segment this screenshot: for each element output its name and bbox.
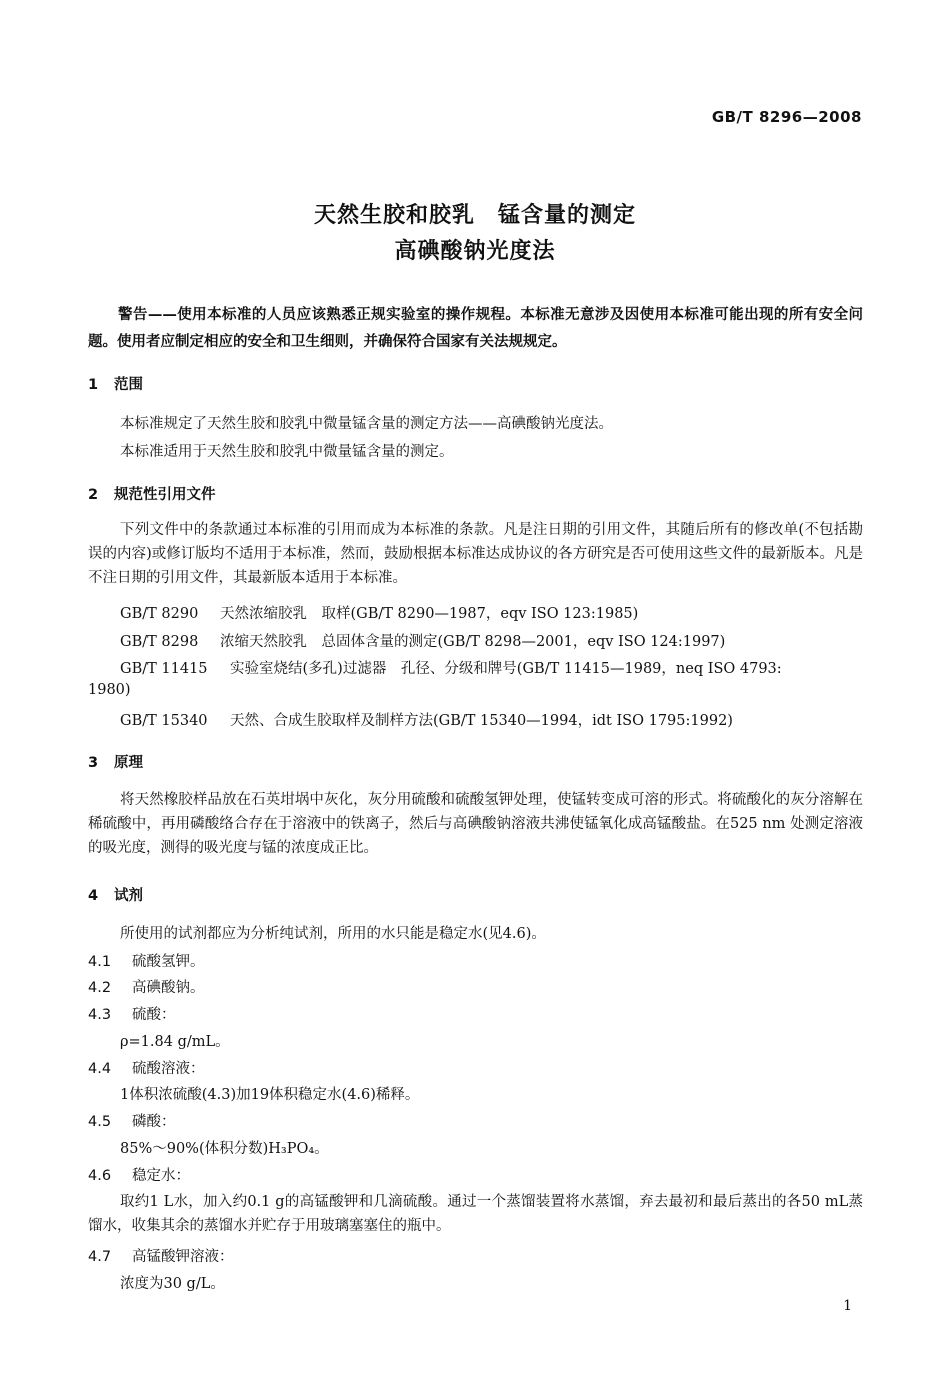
reagent-detail: 浓度为30 g/L。 [120, 1276, 225, 1292]
section-heading-principle [88, 751, 143, 772]
reagent-number: 4.3 [88, 1007, 112, 1023]
reagent-item [88, 950, 205, 971]
section-title: 范围 [114, 377, 143, 393]
reference-item [120, 630, 725, 651]
section-title: 试剂 [114, 888, 143, 904]
reagent-item [88, 1110, 176, 1131]
section-heading-reagents [88, 884, 143, 905]
reagent-item [88, 1245, 234, 1266]
reagent-label: 稳定水： [132, 1168, 190, 1184]
reagent-number: 4.2 [88, 980, 112, 996]
section-title: 原理 [114, 755, 143, 771]
reagent-label: 硫酸溶液： [132, 1061, 205, 1077]
reagent-detail: 取约1 L水，加入约0.1 g的高锰酸钾和几滴硫酸。通过一个蒸馏装置将水蒸馏，弃去最初和最后蒸出的各50 mL蒸馏水，收集其余的蒸馏水并贮存于用玻璃塞塞住的瓶中。 [88, 1194, 863, 1234]
section-number: 2 [88, 487, 99, 503]
reference-item [120, 602, 638, 623]
reagent-detail: 1体积浓硫酸(4.3)加19体积稳定水(4.6)稀释。 [120, 1087, 420, 1103]
section-number: 1 [88, 377, 99, 393]
reference-title: 天然、合成生胶取样及制样方法(GB/T 15340—1994，idt ISO 1795:1992) [230, 713, 733, 729]
reagent-label: 高锰酸钾溶液： [132, 1249, 234, 1265]
reference-item [120, 709, 733, 730]
reference-continuation: 1980) [88, 682, 131, 698]
reagent-number: 4.1 [88, 954, 112, 970]
reagent-item [88, 1003, 176, 1024]
reagent-detail: ρ=1.84 g/mL。 [120, 1034, 230, 1050]
reagent-item [88, 1164, 190, 1185]
scope-paragraph-1: 本标准规定了天然生胶和胶乳中微量锰含量的测定方法——高碘酸钠光度法。 [120, 416, 613, 432]
section-number: 4 [88, 888, 99, 904]
reagent-number: 4.4 [88, 1061, 112, 1077]
reference-title: 天然浓缩胶乳 取样(GB/T 8290—1987，eqv ISO 123:1985) [220, 606, 639, 622]
reference-item [120, 657, 782, 678]
section-number: 3 [88, 755, 99, 771]
reagent-number: 4.6 [88, 1168, 112, 1184]
reference-title: 浓缩天然胶乳 总固体含量的测定(GB/T 8298—2001，eqv ISO 124:1997) [220, 634, 726, 650]
reference-code: GB/T 8298 [120, 634, 199, 650]
reagents-intro: 所使用的试剂都应为分析纯试剂，所用的水只能是稳定水(见4.6)。 [120, 926, 546, 942]
section-title: 规范性引用文件 [114, 487, 216, 503]
reagent-number: 4.7 [88, 1249, 112, 1265]
standard-code: GB/T 8296—2008 [711, 108, 862, 126]
safety-warning: 警告——使用本标准的人员应该熟悉正规实验室的操作规程。本标准无意涉及因使用本标准可能出现的所有安全问题。使用者应制定相应的安全和卫生细则，并确保符合国家有关法规规定。 [88, 307, 863, 350]
reference-code: GB/T 15340 [120, 713, 208, 729]
reagent-item [88, 1057, 205, 1078]
page-number: 1 [843, 1298, 852, 1314]
reagent-item [88, 976, 205, 997]
reagent-label: 硫酸氢钾。 [132, 954, 205, 970]
section-heading-normative [88, 483, 216, 504]
reagent-number: 4.5 [88, 1114, 112, 1130]
scope-paragraph-2: 本标准适用于天然生胶和胶乳中微量锰含量的测定。 [120, 444, 454, 460]
normative-intro: 下列文件中的条款通过本标准的引用而成为本标准的条款。凡是注日期的引用文件，其随后所有的修改单(不包括勘误的内容)或修订版均不适用于本标准，然而，鼓励根据本标准达成协议的各方研究是否可使用这些文件的最新版本。凡是不注日期的引用文件，其最新版本适用于本标准。 [88, 522, 863, 586]
reagent-label: 硫酸： [132, 1007, 176, 1023]
document-subtitle: 高碘酸钠光度法 [394, 239, 556, 264]
reagent-label: 高碘酸钠。 [132, 980, 205, 996]
section-heading-scope [88, 373, 143, 394]
reagent-label: 磷酸： [132, 1114, 176, 1130]
reagent-detail: 85%～90%(体积分数)H₃PO₄。 [120, 1141, 329, 1157]
reference-code: GB/T 8290 [120, 606, 199, 622]
reference-title: 实验室烧结(多孔)过滤器 孔径、分级和牌号(GB/T 11415—1989，neq ISO 4793: [230, 661, 782, 677]
principle-paragraph: 将天然橡胶样品放在石英坩埚中灰化，灰分用硫酸和硫酸氢钾处理，使锰转变成可溶的形式。将硫酸化的灰分溶解在稀硫酸中，再用磷酸络合存在于溶液中的铁离子，然后与高碘酸钠溶液共沸使锰氧化成高锰酸盐。在525 nm 处测定溶液的吸光度，测得的吸光度与锰的浓度成正比。 [88, 792, 863, 856]
document-title: 天然生胶和胶乳 锰含量的测定 [313, 203, 636, 228]
reference-code: GB/T 11415 [120, 661, 208, 677]
